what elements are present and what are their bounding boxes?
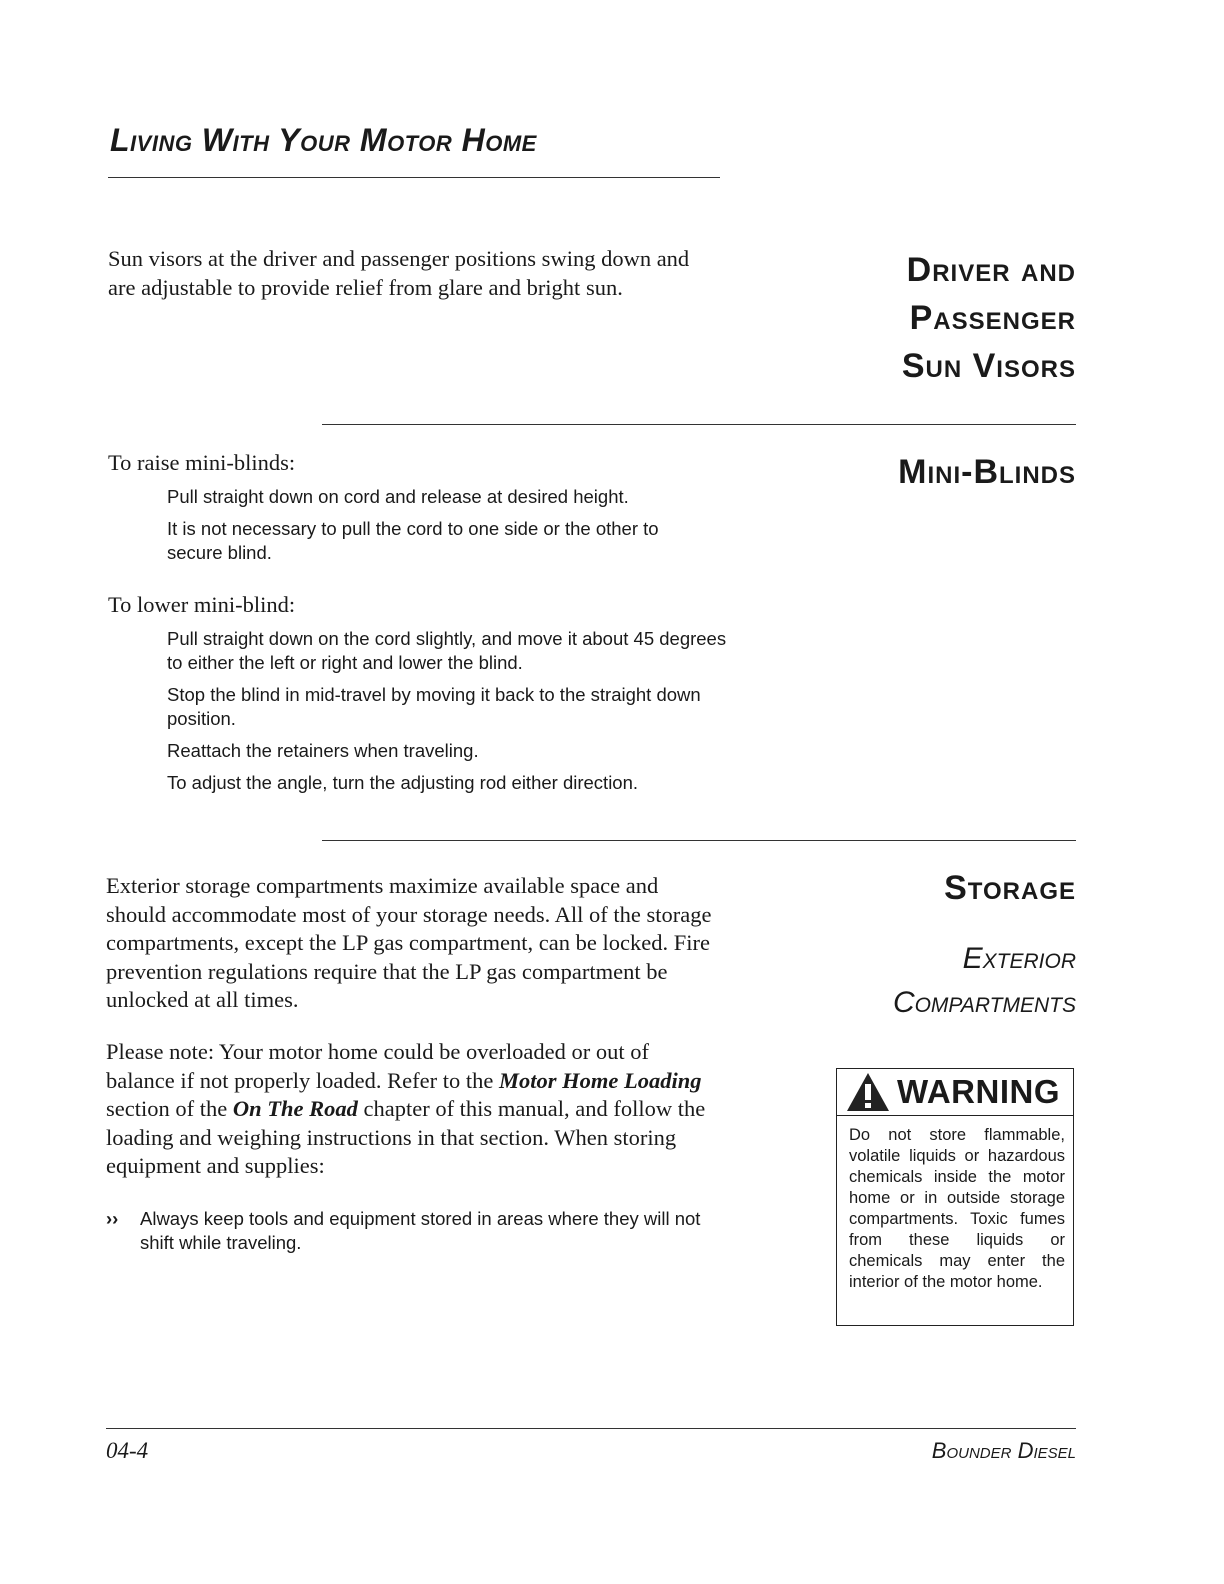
manual-title: Bounder Diesel: [931, 1438, 1076, 1463]
raise-intro: To raise mini-blinds:: [108, 450, 296, 475]
sun-visors-body: Sun visors at the driver and passenger positions swing down and are adjustable to provide relief from glare and bright sun.: [108, 246, 690, 300]
section-rule: [322, 840, 1076, 841]
footer-rule: [106, 1428, 1076, 1429]
subheading-line: Compartments: [892, 986, 1076, 1019]
raise-step: Pull straight down on cord and release at desired height.: [167, 486, 629, 507]
warning-triangle-icon: [845, 1071, 891, 1113]
sun-visors-heading: [902, 246, 1076, 390]
lower-steps: [167, 627, 727, 803]
heading-line: Driver and: [906, 251, 1076, 289]
storage-para-1: Exterior storage compartments maximize available space and should accommodate most of your storage needs. All of the storage compartments, except the LP gas compartment, can be locked. Fire prevention regulations require that the LP gas compartment be unlocked at all times.: [106, 873, 712, 1012]
subheading-line: Exterior: [962, 942, 1076, 975]
lower-intro: To lower mini-blind:: [108, 592, 296, 617]
warning-text: Do not store flammable, volatile liquids or hazardous chemicals inside the motor home or in outside storage compartments. Toxic fumes from these liquids or chemicals may enter the interior of the motor home.: [849, 1126, 1065, 1291]
raise-steps: [167, 485, 712, 573]
lower-step: Stop the blind in mid-travel by moving it back to the straight down position.: [167, 684, 701, 729]
lower-step: Reattach the retainers when traveling.: [167, 740, 479, 761]
bullet-text: Always keep tools and equipment stored in areas where they will not shift while traveling.: [140, 1208, 701, 1253]
warning-label: WARNING: [897, 1073, 1060, 1110]
lower-step: Pull straight down on the cord slightly, and move it about 45 degrees to either the left or right and lower the blind.: [167, 628, 727, 673]
storage-bullet: [106, 1207, 712, 1255]
reference-on-the-road: On The Road: [232, 1096, 358, 1121]
para-text: section of the: [106, 1096, 233, 1121]
section-rule: [322, 424, 1076, 425]
warning-header: [837, 1069, 1073, 1116]
warning-box: [836, 1068, 1074, 1326]
heading-line: Sun Visors: [901, 347, 1076, 385]
bullet-chevron-icon: ››: [106, 1208, 119, 1229]
exterior-compartments-subheading: [893, 937, 1076, 1025]
header-rule: [108, 177, 720, 178]
storage-heading: Storage: [944, 869, 1076, 907]
storage-para-2: [106, 1038, 721, 1181]
para-text: chapter of this manual, and follow the loading and weighing instructions in that section. When storing equipment and supplies:: [106, 1096, 706, 1178]
mini-blinds-heading: Mini-Blinds: [898, 453, 1076, 491]
lower-step: To adjust the angle, turn the adjusting rod either direction.: [167, 772, 639, 793]
reference-motor-home-loading: Motor Home Loading: [498, 1067, 702, 1093]
heading-line: Passenger: [909, 299, 1076, 337]
chapter-title: Living With Your Motor Home: [110, 122, 537, 158]
raise-step: It is not necessary to pull the cord to one side or the other to secure blind.: [167, 518, 659, 563]
page-number: 04-4: [106, 1438, 149, 1463]
para-text: Please note: Your motor home could be overloaded or out of balance if not properly loaded. Refer to the: [106, 1039, 650, 1093]
